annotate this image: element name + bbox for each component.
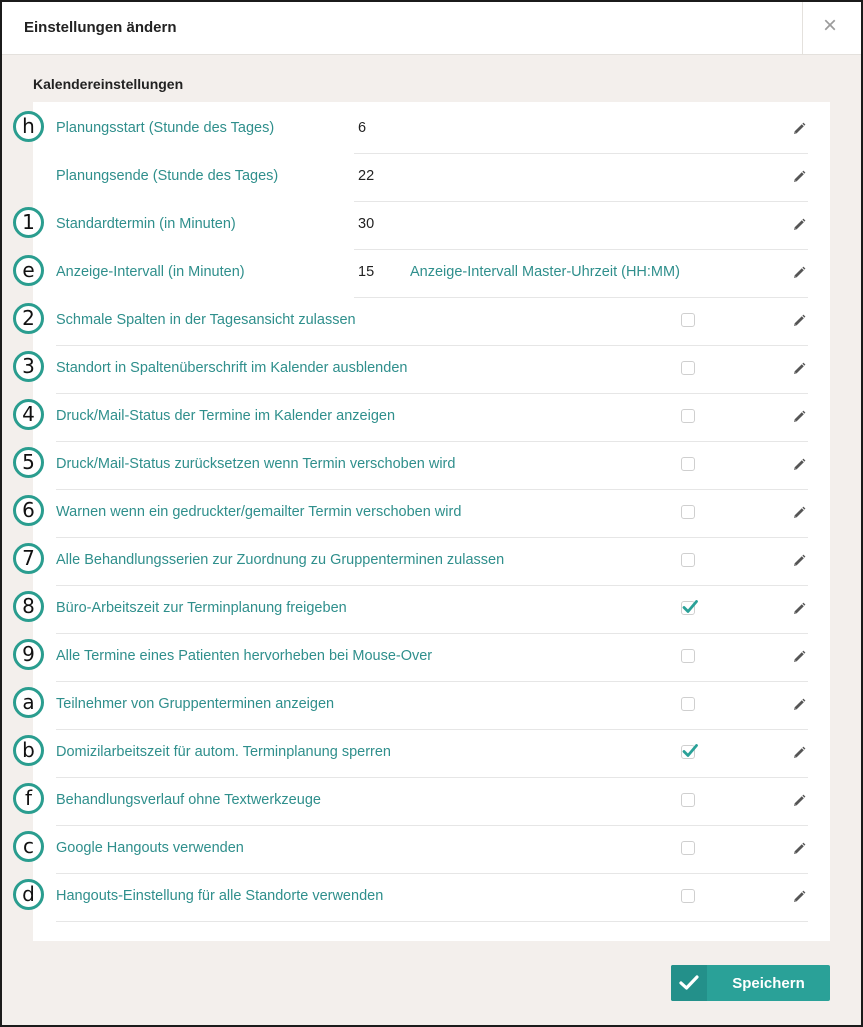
annotation-badge: 8 [13, 591, 44, 622]
settings-row [56, 202, 808, 250]
settings-row [56, 106, 808, 154]
setting-label: Büro-Arbeitszeit zur Terminplanung freigeben [56, 600, 347, 616]
check-icon [671, 965, 707, 1001]
row-divider [56, 921, 808, 922]
edit-pencil-icon[interactable] [791, 457, 807, 473]
edit-pencil-icon[interactable] [791, 313, 807, 329]
edit-pencil-icon[interactable] [791, 601, 807, 617]
setting-label: Druck/Mail-Status der Termine im Kalender anzeigen [56, 408, 396, 424]
setting-label: Anzeige-Intervall (in Minuten) [56, 264, 245, 280]
checkbox[interactable] [681, 361, 695, 375]
setting-value[interactable]: 15 [358, 264, 375, 280]
setting-label: Planungsstart (Stunde des Tages) [56, 120, 275, 136]
edit-pencil-icon[interactable] [791, 409, 807, 425]
edit-pencil-icon[interactable] [791, 265, 807, 281]
edit-pencil-icon[interactable] [791, 169, 807, 185]
dialog-header [2, 2, 861, 55]
annotation-badge: h [13, 111, 44, 142]
setting-label: Teilnehmer von Gruppenterminen anzeigen [56, 696, 335, 712]
edit-pencil-icon[interactable] [791, 697, 807, 713]
settings-row [56, 298, 808, 346]
settings-panel [33, 102, 830, 941]
settings-row [56, 778, 808, 826]
checkbox[interactable] [681, 889, 695, 903]
settings-row [56, 634, 808, 682]
setting-value[interactable]: 22 [358, 168, 375, 184]
setting-label: Planungsende (Stunde des Tages) [56, 168, 279, 184]
checkbox-checked[interactable] [681, 601, 695, 615]
setting-label-secondary: Anzeige-Intervall Master-Uhrzeit (HH:MM) [410, 264, 680, 280]
checkbox[interactable] [681, 457, 695, 471]
annotation-badge: 4 [13, 399, 44, 430]
annotation-badge: 2 [13, 303, 44, 334]
edit-pencil-icon[interactable] [791, 553, 807, 569]
edit-pencil-icon[interactable] [791, 745, 807, 761]
edit-pencil-icon[interactable] [791, 361, 807, 377]
settings-row [56, 538, 808, 586]
settings-row [56, 442, 808, 490]
annotation-badge: 1 [13, 207, 44, 238]
settings-row [56, 490, 808, 538]
close-area [802, 2, 861, 54]
setting-label: Google Hangouts verwenden [56, 840, 244, 856]
annotation-badge: c [13, 831, 44, 862]
checkbox-checked[interactable] [681, 745, 695, 759]
annotation-badge: 3 [13, 351, 44, 382]
setting-label: Warnen wenn ein gedruckter/gemailter Termin verschoben wird [56, 504, 462, 520]
settings-row [56, 394, 808, 442]
setting-label: Domizilarbeitszeit für autom. Terminplanung sperren [56, 744, 391, 760]
checkbox[interactable] [681, 505, 695, 519]
checkbox[interactable] [681, 841, 695, 855]
setting-label: Alle Behandlungsserien zur Zuordnung zu Gruppenterminen zulassen [56, 552, 505, 568]
setting-label: Schmale Spalten in der Tagesansicht zulassen [56, 312, 356, 328]
dialog-title: Einstellungen ändern [24, 19, 177, 36]
settings-row [56, 586, 808, 634]
annotation-badge: 7 [13, 543, 44, 574]
edit-pencil-icon[interactable] [791, 889, 807, 905]
checkbox[interactable] [681, 649, 695, 663]
edit-pencil-icon[interactable] [791, 121, 807, 137]
settings-row [56, 682, 808, 730]
setting-label: Druck/Mail-Status zurücksetzen wenn Termin verschoben wird [56, 456, 456, 472]
settings-row [56, 250, 808, 298]
checkbox[interactable] [681, 793, 695, 807]
checkbox[interactable] [681, 697, 695, 711]
annotation-badge: b [13, 735, 44, 766]
annotation-badge: d [13, 879, 44, 910]
annotation-badge: 5 [13, 447, 44, 478]
edit-pencil-icon[interactable] [791, 505, 807, 521]
edit-pencil-icon[interactable] [791, 841, 807, 857]
setting-label: Behandlungsverlauf ohne Textwerkzeuge [56, 792, 321, 808]
checkbox[interactable] [681, 409, 695, 423]
annotation-badge: 9 [13, 639, 44, 670]
settings-row [56, 730, 808, 778]
save-button[interactable] [671, 965, 830, 1001]
settings-row [56, 874, 808, 922]
edit-pencil-icon[interactable] [791, 217, 807, 233]
annotation-badge: a [13, 687, 44, 718]
setting-value[interactable]: 30 [358, 216, 375, 232]
close-icon[interactable]: × [823, 12, 838, 39]
annotation-badge: e [13, 255, 44, 286]
save-button-label: Speichern [732, 975, 805, 992]
annotation-badge: 6 [13, 495, 44, 526]
section-title: Kalendereinstellungen [33, 76, 184, 92]
settings-row [56, 154, 808, 202]
checkbox[interactable] [681, 313, 695, 327]
setting-label: Standardtermin (in Minuten) [56, 216, 236, 232]
setting-value[interactable]: 6 [358, 120, 367, 136]
settings-row [56, 346, 808, 394]
checkbox[interactable] [681, 553, 695, 567]
settings-row [56, 826, 808, 874]
edit-pencil-icon[interactable] [791, 649, 807, 665]
annotation-badge: f [13, 783, 44, 814]
setting-label: Standort in Spaltenüberschrift im Kalender ausblenden [56, 360, 408, 376]
setting-label: Hangouts-Einstellung für alle Standorte verwenden [56, 888, 384, 904]
edit-pencil-icon[interactable] [791, 793, 807, 809]
setting-label: Alle Termine eines Patienten hervorheben bei Mouse-Over [56, 648, 433, 664]
